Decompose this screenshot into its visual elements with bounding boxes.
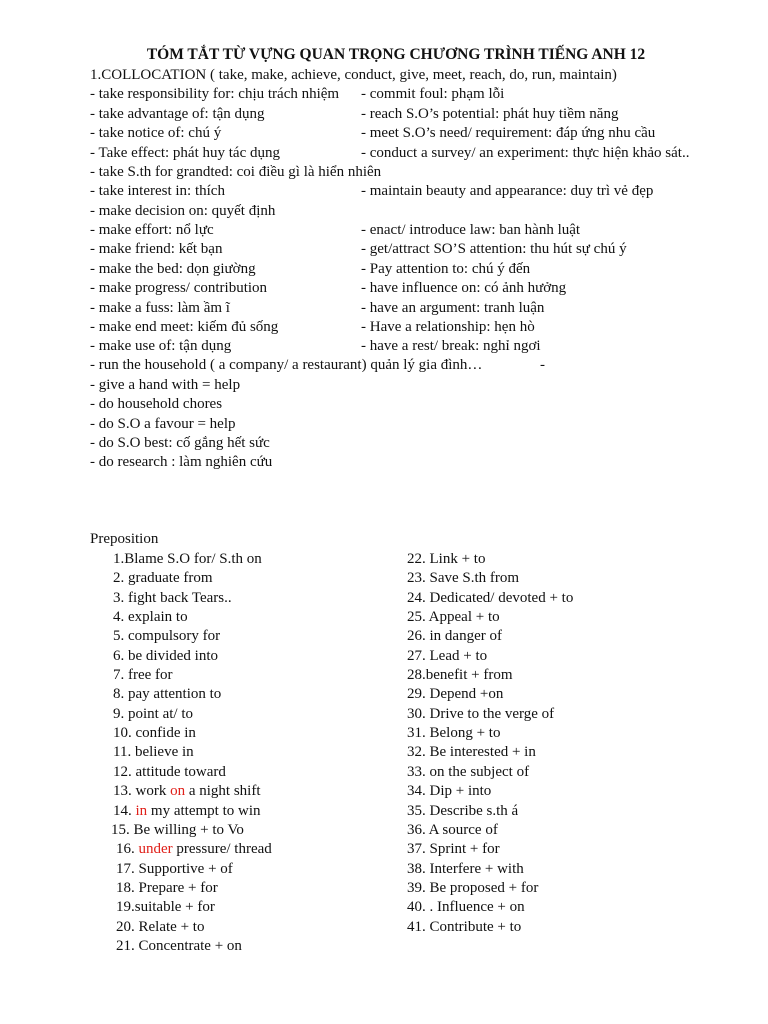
collocation-right-8: - get/attract SO’S attention: thu hút sự chú ý [361, 241, 627, 257]
collocation-right-2: - meet S.O’s need/ requirement: đáp ứng nhu cầu [361, 125, 656, 141]
preposition-item-13 [113, 782, 261, 801]
collocation-left-15: - give a hand with = help [90, 377, 241, 393]
collocation-left-6: - make decision on: quyết định [90, 203, 276, 219]
collocation-right-9: - Pay attention to: chú ý đến [361, 261, 531, 277]
preposition-item-5: 5. compulsory for [113, 628, 221, 644]
preposition-item-36: 36. A source of [407, 822, 498, 838]
preposition-item-4: 4. explain to [113, 609, 188, 625]
collocation-left-8: - make friend: kết bạn [90, 241, 223, 257]
collocation-right-3: - conduct a survey/ an experiment: thực hiện khảo sát.. [361, 145, 690, 161]
preposition-item-12: 12. attitude toward [113, 764, 226, 780]
preposition-item-32: 32. Be interested + in [407, 744, 536, 760]
collocation-left-14: - run the household ( a company/ a restaurant) quản lý gia đình… [90, 357, 483, 373]
preposition-item-39: 39. Be proposed + for [407, 880, 539, 896]
preposition-item-15: 15. Be willing + to Vo [111, 822, 244, 838]
collocation-left-0: - take responsibility for: chịu trách nhiệm [90, 86, 340, 102]
item-16-prefix: 16. [116, 841, 139, 857]
collocation-left-9: - make the bed: dọn giường [90, 261, 256, 277]
collocation-left-5: - take interest in: thích [90, 183, 225, 199]
preposition-item-28: 28.benefit + from [407, 667, 513, 683]
item-14-prefix: 14. [113, 803, 136, 819]
collocation-left-13: - make use of: tận dụng [90, 338, 232, 354]
collocation-left-2: - take notice of: chú ý [90, 125, 222, 141]
collocation-left-19: - do research : làm nghiên cứu [90, 454, 273, 470]
preposition-item-25: 25. Appeal + to [407, 609, 500, 625]
collocation-right-1: - reach S.O’s potential: phát huy tiềm năng [361, 106, 619, 122]
item-16-suffix: pressure/ thread [172, 841, 272, 857]
collocation-left-1: - take advantage of: tận dụng [90, 106, 265, 122]
preposition-item-41: 41. Contribute + to [407, 919, 522, 935]
collocation-right-10: - have influence on: có ảnh hưởng [361, 280, 567, 296]
preposition-item-37: 37. Sprint + for [407, 841, 500, 857]
collocation-left-4: - take S.th for grandted: coi điều gì là hiển nhiên [90, 164, 382, 180]
collocation-right-11: - have an argument: tranh luận [361, 300, 545, 316]
item-13-prefix: 13. work [113, 783, 171, 799]
collocation-left-7: - make effort: nổ lực [90, 222, 214, 238]
preposition-item-10: 10. confide in [113, 725, 196, 741]
item-14-highlight: in [135, 803, 148, 819]
preposition-item-3: 3. fight back Tears.. [113, 590, 232, 606]
preposition-item-8: 8. pay attention to [113, 686, 222, 702]
preposition-item-31: 31. Belong + to [407, 725, 501, 741]
collocation-right-14: - [540, 357, 545, 373]
preposition-item-29: 29. Depend +on [407, 686, 504, 702]
collocation-right-0: - commit foul: phạm lỗi [361, 86, 505, 102]
collocation-heading: 1.COLLOCATION ( take, make, achieve, conduct, give, meet, reach, do, run, maintain) [90, 67, 617, 83]
preposition-item-21: 21. Concentrate + on [116, 938, 242, 954]
preposition-item-22: 22. Link + to [407, 551, 486, 567]
item-13-highlight: on [170, 783, 186, 799]
preposition-item-6: 6. be divided into [113, 648, 218, 664]
collocation-left-16: - do household chores [90, 396, 223, 412]
preposition-item-20: 20. Relate + to [116, 919, 205, 935]
preposition-item-16 [116, 840, 272, 859]
preposition-item-40: 40. . Influence + on [407, 899, 525, 915]
preposition-item-2: 2. graduate from [113, 570, 213, 586]
collocation-left-10: - make progress/ contribution [90, 280, 268, 296]
preposition-item-27: 27. Lead + to [407, 648, 488, 664]
preposition-item-9: 9. point at/ to [113, 706, 193, 722]
collocation-right-13: - have a rest/ break: nghỉ ngơi [361, 338, 541, 354]
preposition-item-24: 24. Dedicated/ devoted + to [407, 590, 574, 606]
collocation-right-7: - enact/ introduce law: ban hành luật [361, 222, 581, 238]
preposition-item-14 [113, 802, 261, 821]
collocation-right-12: - Have a relationship: hẹn hò [361, 319, 535, 335]
document-title: TÓM TẮT TỪ VỰNG QUAN TRỌNG CHƯƠNG TRÌNH TIẾNG ANH 12 [146, 46, 646, 63]
preposition-item-26: 26. in danger of [407, 628, 502, 644]
collocation-left-11: - make a fuss: làm ầm ĩ [90, 300, 230, 316]
preposition-item-1: 1.Blame S.O for/ S.th on [113, 551, 262, 567]
preposition-item-33: 33. on the subject of [407, 764, 530, 780]
collocation-left-17: - do S.O a favour = help [90, 416, 236, 432]
collocation-left-3: - Take effect: phát huy tác dụng [90, 145, 280, 161]
preposition-item-30: 30. Drive to the verge of [407, 706, 555, 722]
collocation-left-18: - do S.O best: cố gắng hết sức [90, 435, 270, 451]
preposition-heading: Preposition [90, 531, 159, 547]
collocation-left-12: - make end meet: kiếm đủ sống [90, 319, 279, 335]
preposition-item-7: 7. free for [113, 667, 173, 683]
preposition-item-11: 11. believe in [113, 744, 194, 760]
item-16-highlight: under [138, 841, 173, 857]
item-13-suffix: a night shift [185, 783, 261, 799]
preposition-item-17: 17. Supportive + of [116, 861, 233, 877]
preposition-item-18: 18. Prepare + for [116, 880, 218, 896]
preposition-item-19: 19.suitable + for [116, 899, 215, 915]
preposition-item-38: 38. Interfere + with [407, 861, 524, 877]
collocation-right-5: - maintain beauty and appearance: duy trì vẻ đẹp [361, 183, 654, 199]
preposition-item-34: 34. Dip + into [407, 783, 492, 799]
preposition-item-23: 23. Save S.th from [407, 570, 520, 586]
preposition-item-35: 35. Describe s.th á [407, 803, 519, 819]
item-14-suffix: my attempt to win [147, 803, 261, 819]
